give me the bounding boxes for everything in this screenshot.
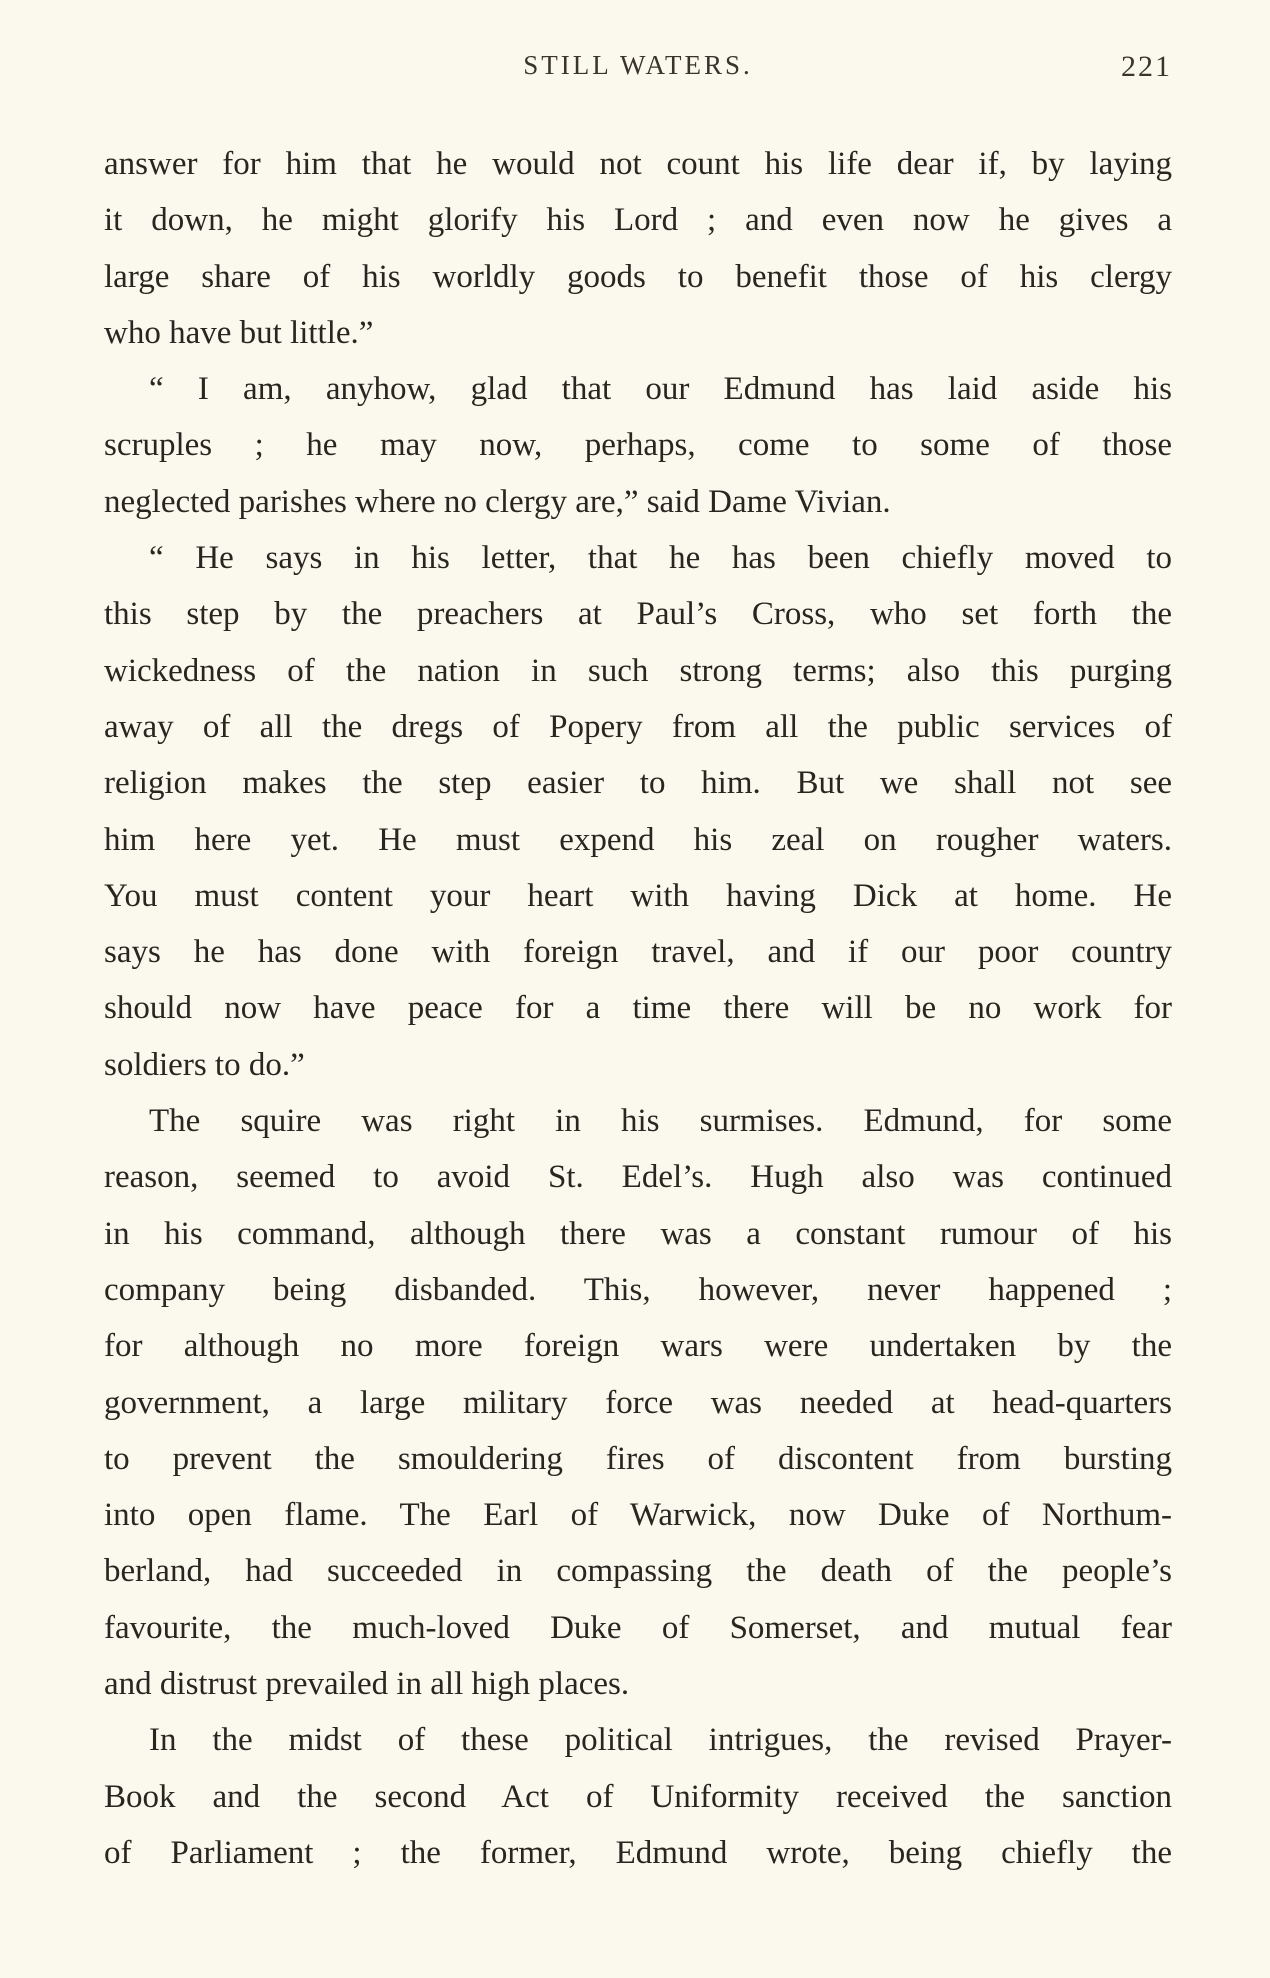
text-line: for although no more foreign wars were undertaken by the [104,1328,1172,1365]
text-line: company being disbanded. This, however, never happened ; [104,1271,1172,1308]
text-line: wickedness of the nation in such strong terms; also this purging [104,652,1172,689]
text-line: You must content your heart with having Dick at home. He [104,877,1172,914]
running-head [104,50,1172,90]
text-line: Book and the second Act of Uniformity received the sanction [104,1778,1172,1815]
text-line: it down, he might glorify his Lord ; and even now he gives a [104,202,1172,239]
body-text [104,136,1172,1881]
text-line: scruples ; he may now, perhaps, come to some of those [104,427,1172,464]
text-line: “ He says in his letter, that he has been chiefly moved to [149,540,1172,577]
text-line: favourite, the much-loved Duke of Somerset, and mutual fear [104,1609,1172,1646]
text-line: into open flame. The Earl of Warwick, now Duke of Northum- [104,1497,1172,1534]
text-line: says he has done with foreign travel, and if our poor country [104,934,1172,971]
text-line: in his command, although there was a constant rumour of his [104,1215,1172,1252]
text-line: him here yet. He must expend his zeal on rougher waters. [104,821,1172,858]
text-line: away of all the dregs of Popery from all the public services of [104,708,1172,745]
book-page [104,50,1172,1881]
text-line: to prevent the smouldering fires of discontent from bursting [104,1440,1172,1477]
text-line: government, a large military force was needed at head-quarters [104,1384,1172,1421]
text-line: The squire was right in his surmises. Edmund, for some [149,1103,1172,1140]
text-line: berland, had succeeded in compassing the death of the people’s [104,1553,1172,1590]
running-title: STILL WATERS. [523,50,753,80]
text-line: who have but little.” [104,314,374,351]
text-line: soldiers to do.” [104,1046,305,1083]
text-line: religion makes the step easier to him. But we shall not see [104,765,1172,802]
text-line: “ I am, anyhow, glad that our Edmund has laid aside his [149,371,1172,408]
text-line: reason, seemed to avoid St. Edel’s. Hugh also was continued [104,1159,1172,1196]
text-line: should now have peace for a time there will be no work for [104,990,1172,1027]
text-line: In the midst of these political intrigues, the revised Prayer- [149,1722,1172,1759]
text-line: and distrust prevailed in all high places. [104,1666,630,1703]
text-line: large share of his worldly goods to benefit those of his clergy [104,258,1172,295]
text-line: neglected parishes where no clergy are,” said Dame Vivian. [104,483,891,520]
text-line: of Parliament ; the former, Edmund wrote, being chiefly the [104,1834,1172,1871]
page-number: 221 [1121,50,1172,83]
text-line: this step by the preachers at Paul’s Cross, who set forth the [104,596,1172,633]
text-line: answer for him that he would not count his life dear if, by laying [104,146,1172,182]
